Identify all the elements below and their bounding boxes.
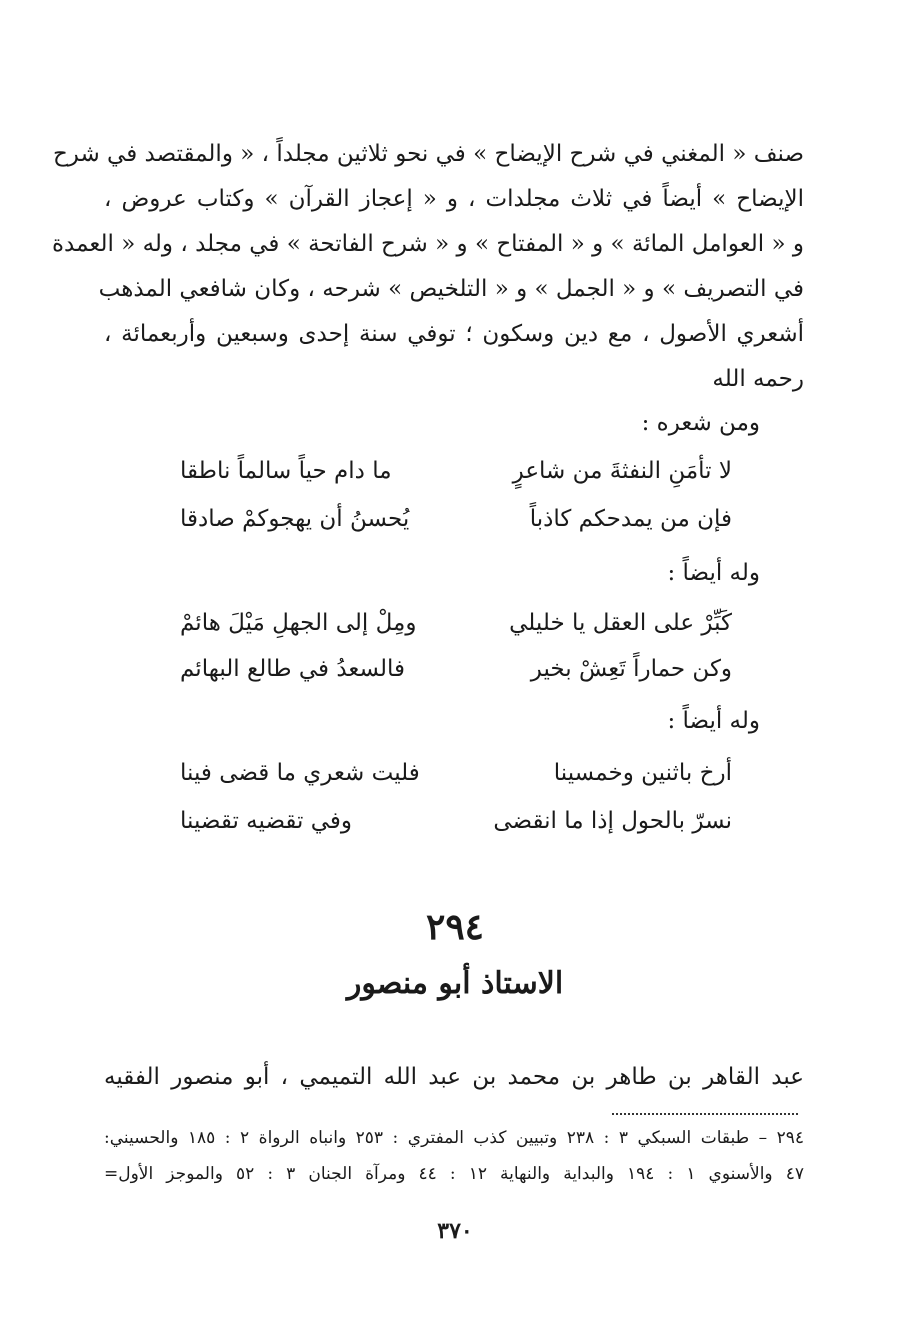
verse-first-hemistich: أرخ باثنين وخمسينا	[553, 760, 732, 786]
verse-second-hemistich: ما دام حياً سالماً ناطقا	[180, 458, 392, 484]
page-number: ٣٧٠	[437, 1218, 473, 1244]
verse-second-hemistich: فليت شعري ما قضى فينا	[180, 760, 420, 786]
footnote-line: ٤٧ والأسنوي ١ : ١٩٤ والبداية والنهاية ١٢ : ٤٤ ومرآة الجنان ٣ : ٥٢ والموجز الأول=	[104, 1164, 804, 1184]
verse-first-hemistich: نسرّ بالحول إذا ما انقضى	[493, 808, 732, 834]
footnote-line: ٢٩٤ – طبقات السبكي ٣ : ٢٣٨ وتبيين كذب المفتري : ٢٥٣ وانباه الرواة ٢ : ١٨٥ والحسيني:	[104, 1128, 805, 1148]
footnote-divider	[612, 1113, 798, 1115]
prose-line: و « العوامل المائة » و « المفتاح » و « شرح الفاتحة » في مجلد ، وله « العمدة	[51, 231, 804, 257]
verse-first-hemistich: وكن حماراً تَعِشْ بخير	[530, 656, 732, 682]
verse-second-hemistich: فالسعدُ في طالع البهائم	[180, 656, 406, 682]
prose-line: في التصريف » و « الجمل » و « التلخيص » شرحه ، وكان شافعي المذهب	[98, 276, 804, 302]
biography-paragraph	[51, 132, 804, 402]
prose-line: الإيضاح » أيضاً في ثلاث مجلدات ، و « إعجاز القرآن » وكتاب عروض ،	[104, 186, 804, 212]
entry-first-line: عبد القاهر بن طاهر بن محمد بن عبد الله التميمي ، أبو منصور الفقيه	[104, 1064, 804, 1090]
poem-intro: وله أيضاً :	[667, 560, 760, 586]
verse-first-hemistich: لا تأمَنِ النفثةَ من شاعرٍ	[512, 458, 732, 484]
poem-intro: وله أيضاً :	[667, 708, 760, 734]
prose-line: صنف « المغني في شرح الإيضاح » في نحو ثلاثين مجلداً ، « والمقتصد في شرح	[52, 141, 804, 167]
prose-line: رحمه الله	[712, 366, 804, 392]
entry-title: الاستاذ أبو منصور	[346, 966, 564, 1001]
verse-second-hemistich: ومِلْ إلى الجهلِ مَيْلَ هائمْ	[180, 610, 417, 636]
prose-line: أشعري الأصول ، مع دين وسكون ؛ توفي سنة إحدى وسبعين وأربعمائة ،	[104, 321, 804, 347]
verse-second-hemistich: وفي تقضيه تقضينا	[180, 808, 353, 834]
verse-first-hemistich: فإن من يمدحكم كاذباً	[529, 506, 732, 532]
entry-number: ٢٩٤	[425, 906, 484, 948]
verse-first-hemistich: كَبِّرْ على العقل يا خليلي	[509, 610, 732, 636]
poem-intro: ومن شعره :	[641, 410, 760, 436]
verse-second-hemistich: يُحسنُ أن يهجوكمْ صادقا	[180, 506, 410, 532]
